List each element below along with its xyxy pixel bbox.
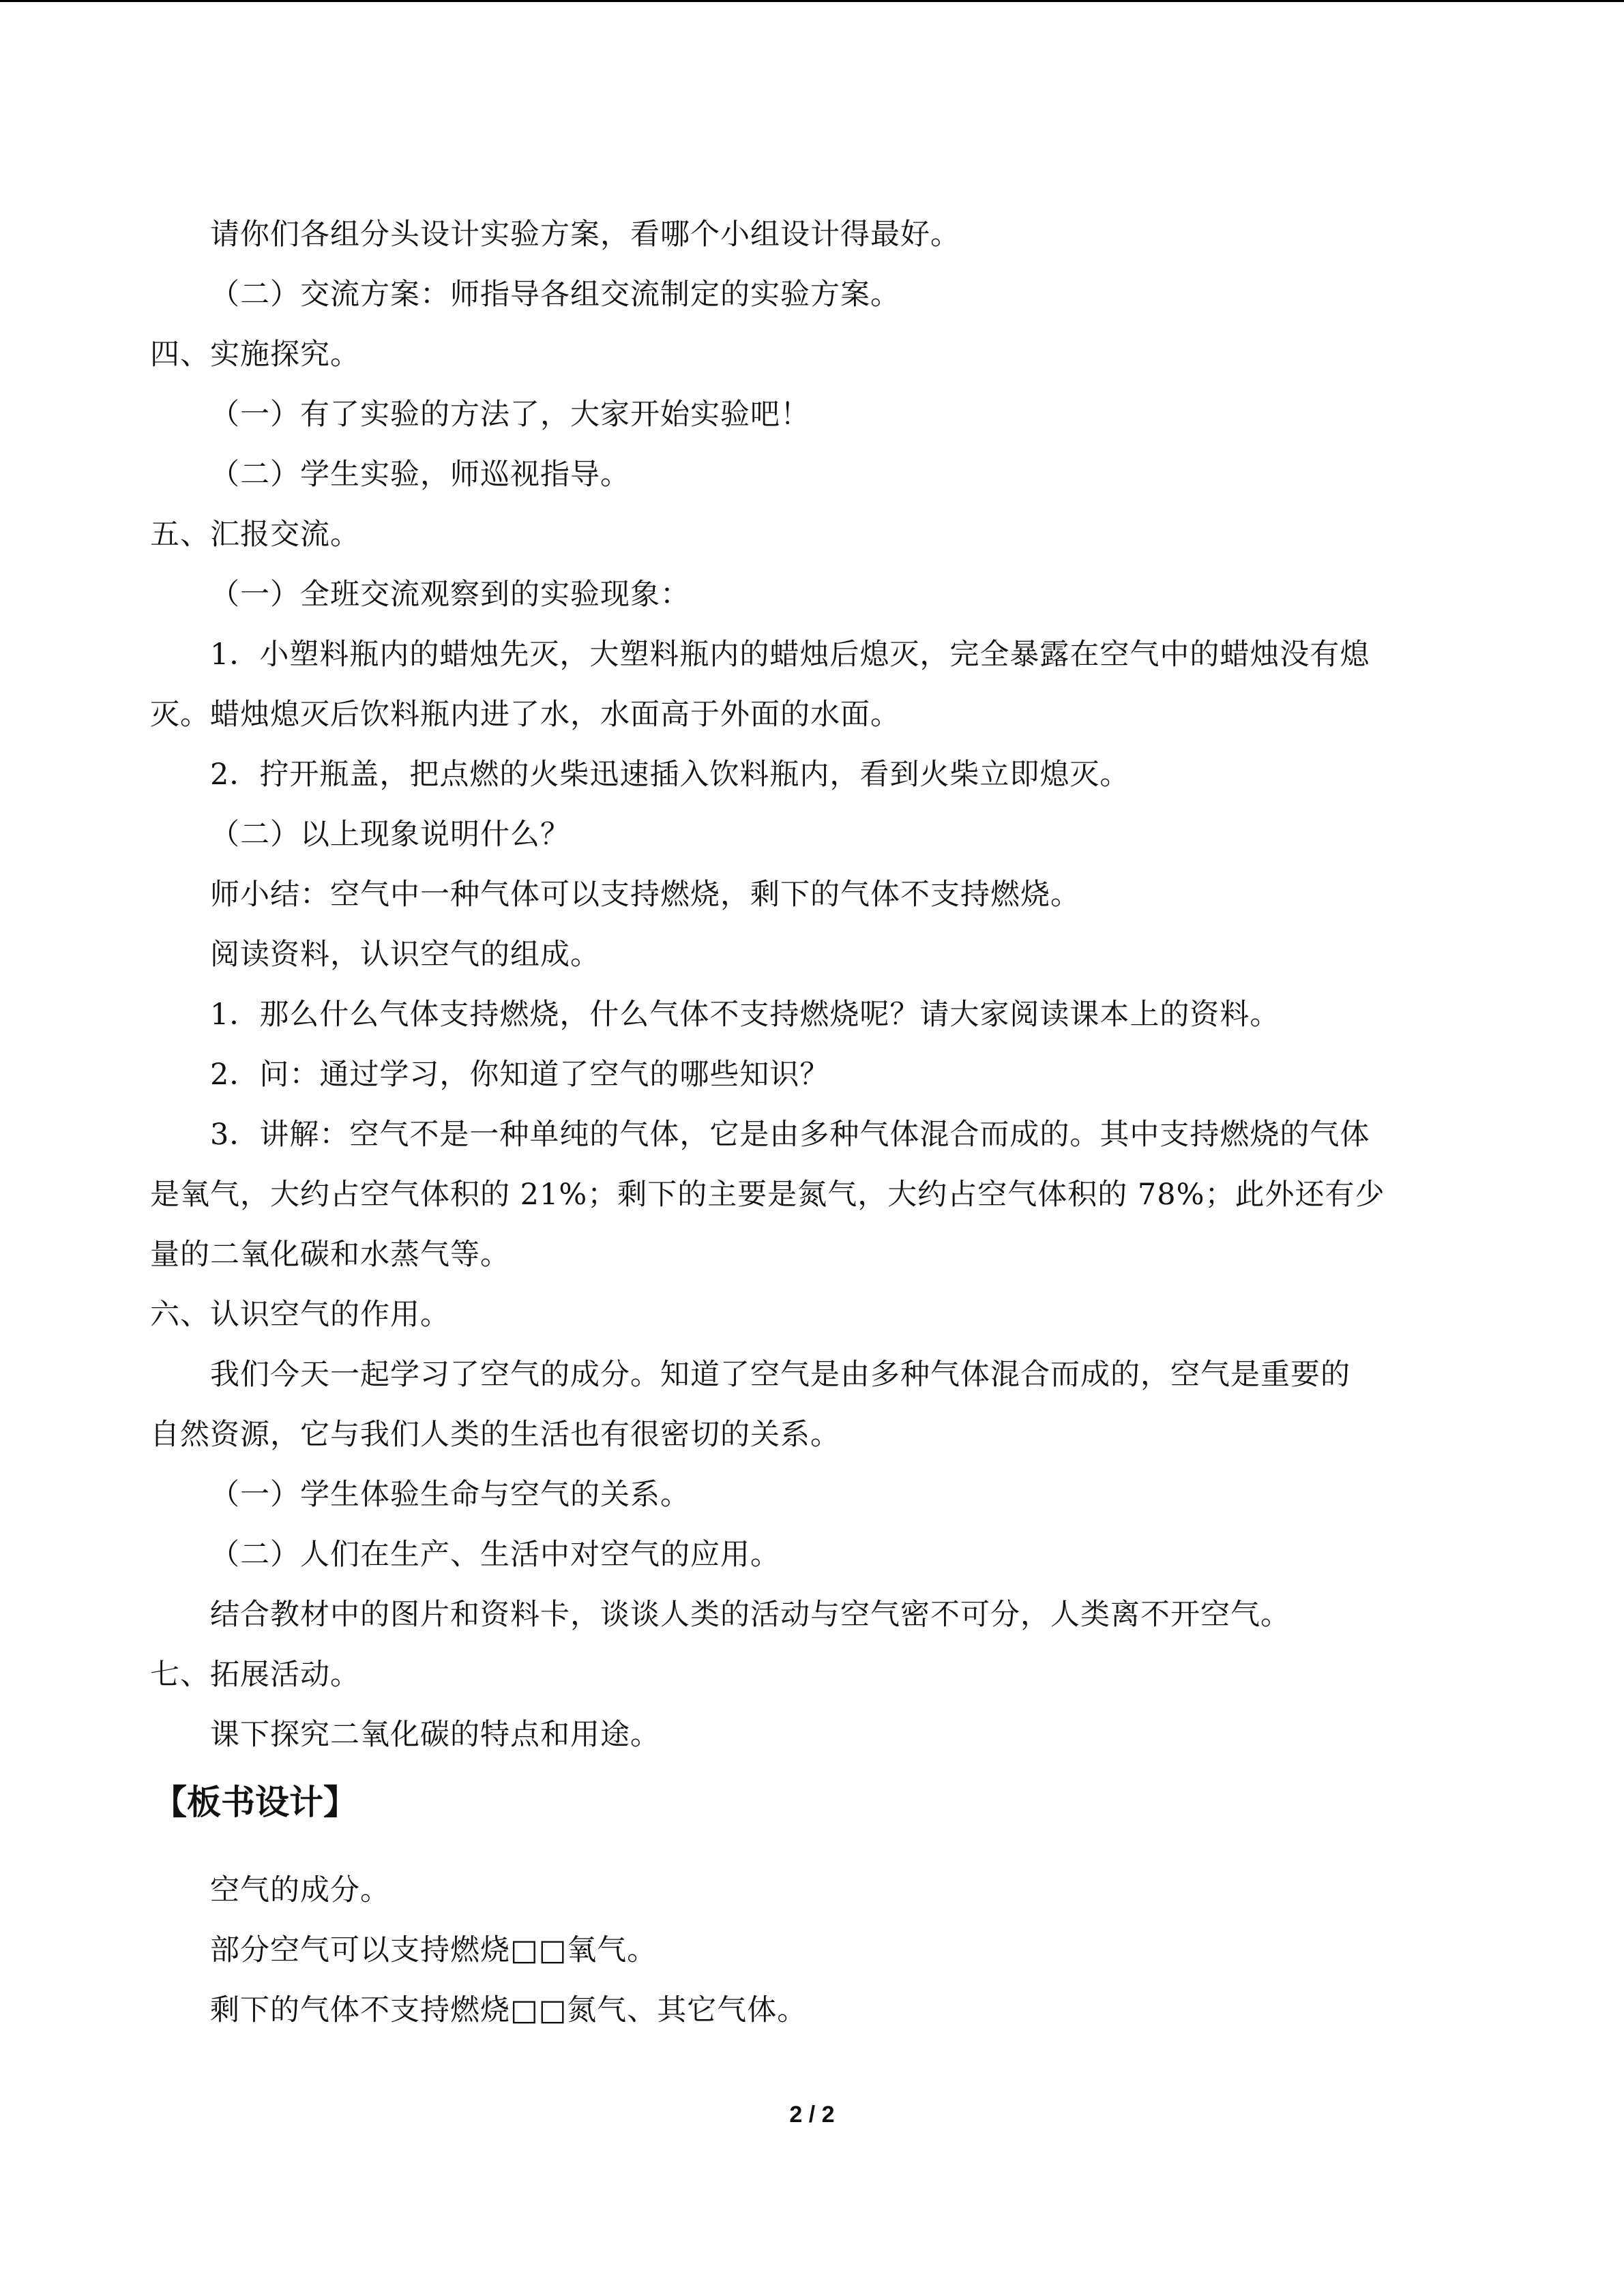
paragraph-line: 量的二氧化碳和水蒸气等。	[150, 1238, 510, 1272]
paragraph-line: 1．那么什么气体支持燃烧，什么气体不支持燃烧呢？请大家阅读课本上的资料。	[210, 998, 1280, 1032]
paragraph-line: （二）人们在生产、生活中对空气的应用。	[210, 1538, 780, 1572]
document-body	[150, 205, 1473, 2040]
board-line: 剩下的气体不支持燃烧□□氮气、其它气体。	[210, 1993, 808, 2027]
top-border-rule	[0, 0, 1624, 2]
section-heading-4: 四、实施探究。	[150, 338, 360, 372]
section-heading-7: 七、拓展活动。	[150, 1658, 360, 1692]
paragraph-line: 3．讲解：空气不是一种单纯的气体，它是由多种气体混合而成的。其中支持燃烧的气体	[210, 1118, 1370, 1152]
paragraph-line: 1．小塑料瓶内的蜡烛先灭，大塑料瓶内的蜡烛后熄灭，完全暴露在空气中的蜡烛没有熄	[210, 638, 1370, 672]
board-line: 空气的成分。	[210, 1873, 390, 1907]
paragraph-line: 2．问：通过学习，你知道了空气的哪些知识？	[210, 1058, 830, 1092]
paragraph-line: （二）学生实验，师巡视指导。	[210, 458, 630, 492]
paragraph-line: 是氧气，大约占空气体积的 21%；剩下的主要是氮气，大约占空气体积的 78%；此外还有少	[150, 1178, 1385, 1212]
section-heading-6: 六、认识空气的作用。	[150, 1298, 450, 1332]
paragraph-line: 师小结：空气中一种气体可以支持燃烧，剩下的气体不支持燃烧。	[210, 878, 1080, 912]
paragraph-line: （一）全班交流观察到的实验现象：	[210, 578, 690, 612]
paragraph-line: 请你们各组分头设计实验方案，看哪个小组设计得最好。	[210, 218, 960, 252]
paragraph-line: （二）交流方案：师指导各组交流制定的实验方案。	[210, 278, 900, 312]
paragraph-line: （二）以上现象说明什么？	[210, 818, 570, 852]
paragraph-line: （一）学生体验生命与空气的关系。	[210, 1478, 690, 1512]
paragraph-line: （一）有了实验的方法了，大家开始实验吧！	[210, 398, 810, 432]
paragraph-line: 我们今天一起学习了空气的成分。知道了空气是由多种气体混合而成的，空气是重要的	[210, 1358, 1350, 1392]
paragraph-line: 自然资源，它与我们人类的生活也有很密切的关系。	[150, 1418, 840, 1452]
paragraph-line: 课下探究二氧化碳的特点和用途。	[210, 1718, 660, 1752]
section-heading-5: 五、汇报交流。	[150, 518, 360, 552]
page-number: 2 / 2	[789, 2102, 835, 2128]
paragraph-line: 2．拧开瓶盖，把点燃的火柴迅速插入饮料瓶内，看到火柴立即熄灭。	[210, 758, 1130, 792]
paragraph-line: 阅读资料，认识空气的组成。	[210, 938, 600, 972]
paragraph-line: 灭。蜡烛熄灭后饮料瓶内进了水，水面高于外面的水面。	[150, 698, 900, 732]
board-line: 部分空气可以支持燃烧□□氧气。	[210, 1933, 658, 1967]
board-design-heading: 【板书设计】	[153, 1783, 357, 1822]
paragraph-line: 结合教材中的图片和资料卡，谈谈人类的活动与空气密不可分，人类离不开空气。	[210, 1598, 1290, 1632]
